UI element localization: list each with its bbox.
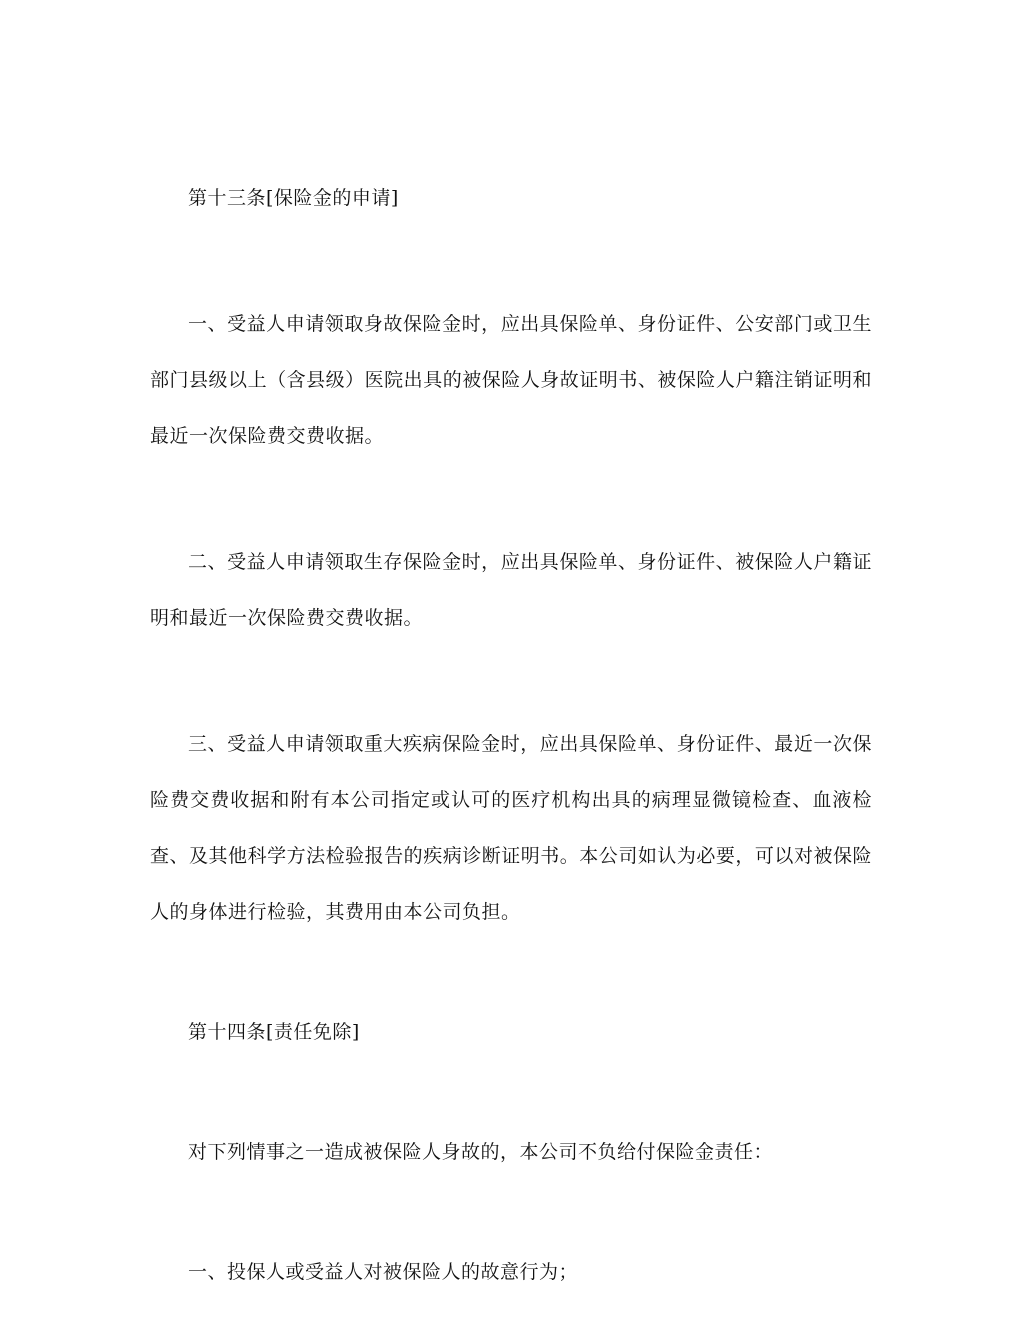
- article-13-item-1: 一、受益人申请领取身故保险金时，应出具保险单、身份证件、公安部门或卫生部门县级以上（含县级）医院出具的被保险人身故证明书、被保险人户籍注销证明和最近一次保险费交费收据。: [150, 313, 872, 447]
- article-13-item-2: 二、受益人申请领取生存保险金时，应出具保险单、身份证件、被保险人户籍证明和最近一次保险费交费收据。: [150, 551, 872, 629]
- document-body: [150, 170, 872, 1300]
- article-14-heading: 第十四条[责任免除]: [188, 1021, 360, 1043]
- article-14-intro: 对下列情事之一造成被保险人身故的，本公司不负给付保险金责任：: [188, 1141, 774, 1163]
- article-14-item-1: 一、投保人或受益人对被保险人的故意行为；: [188, 1261, 579, 1283]
- article-13-item-3: 三、受益人申请领取重大疾病保险金时，应出具保险单、身份证件、最近一次保险费交费收据和附有本公司指定或认可的医疗机构出具的病理显微镜检查、血液检查、及其他科学方法检验报告的疾病诊断证明书。本公司如认为必要，可以对被保险人的身体进行检验，其费用由本公司负担。: [150, 733, 872, 923]
- article-13-heading: 第十三条[保险金的申请]: [188, 187, 399, 209]
